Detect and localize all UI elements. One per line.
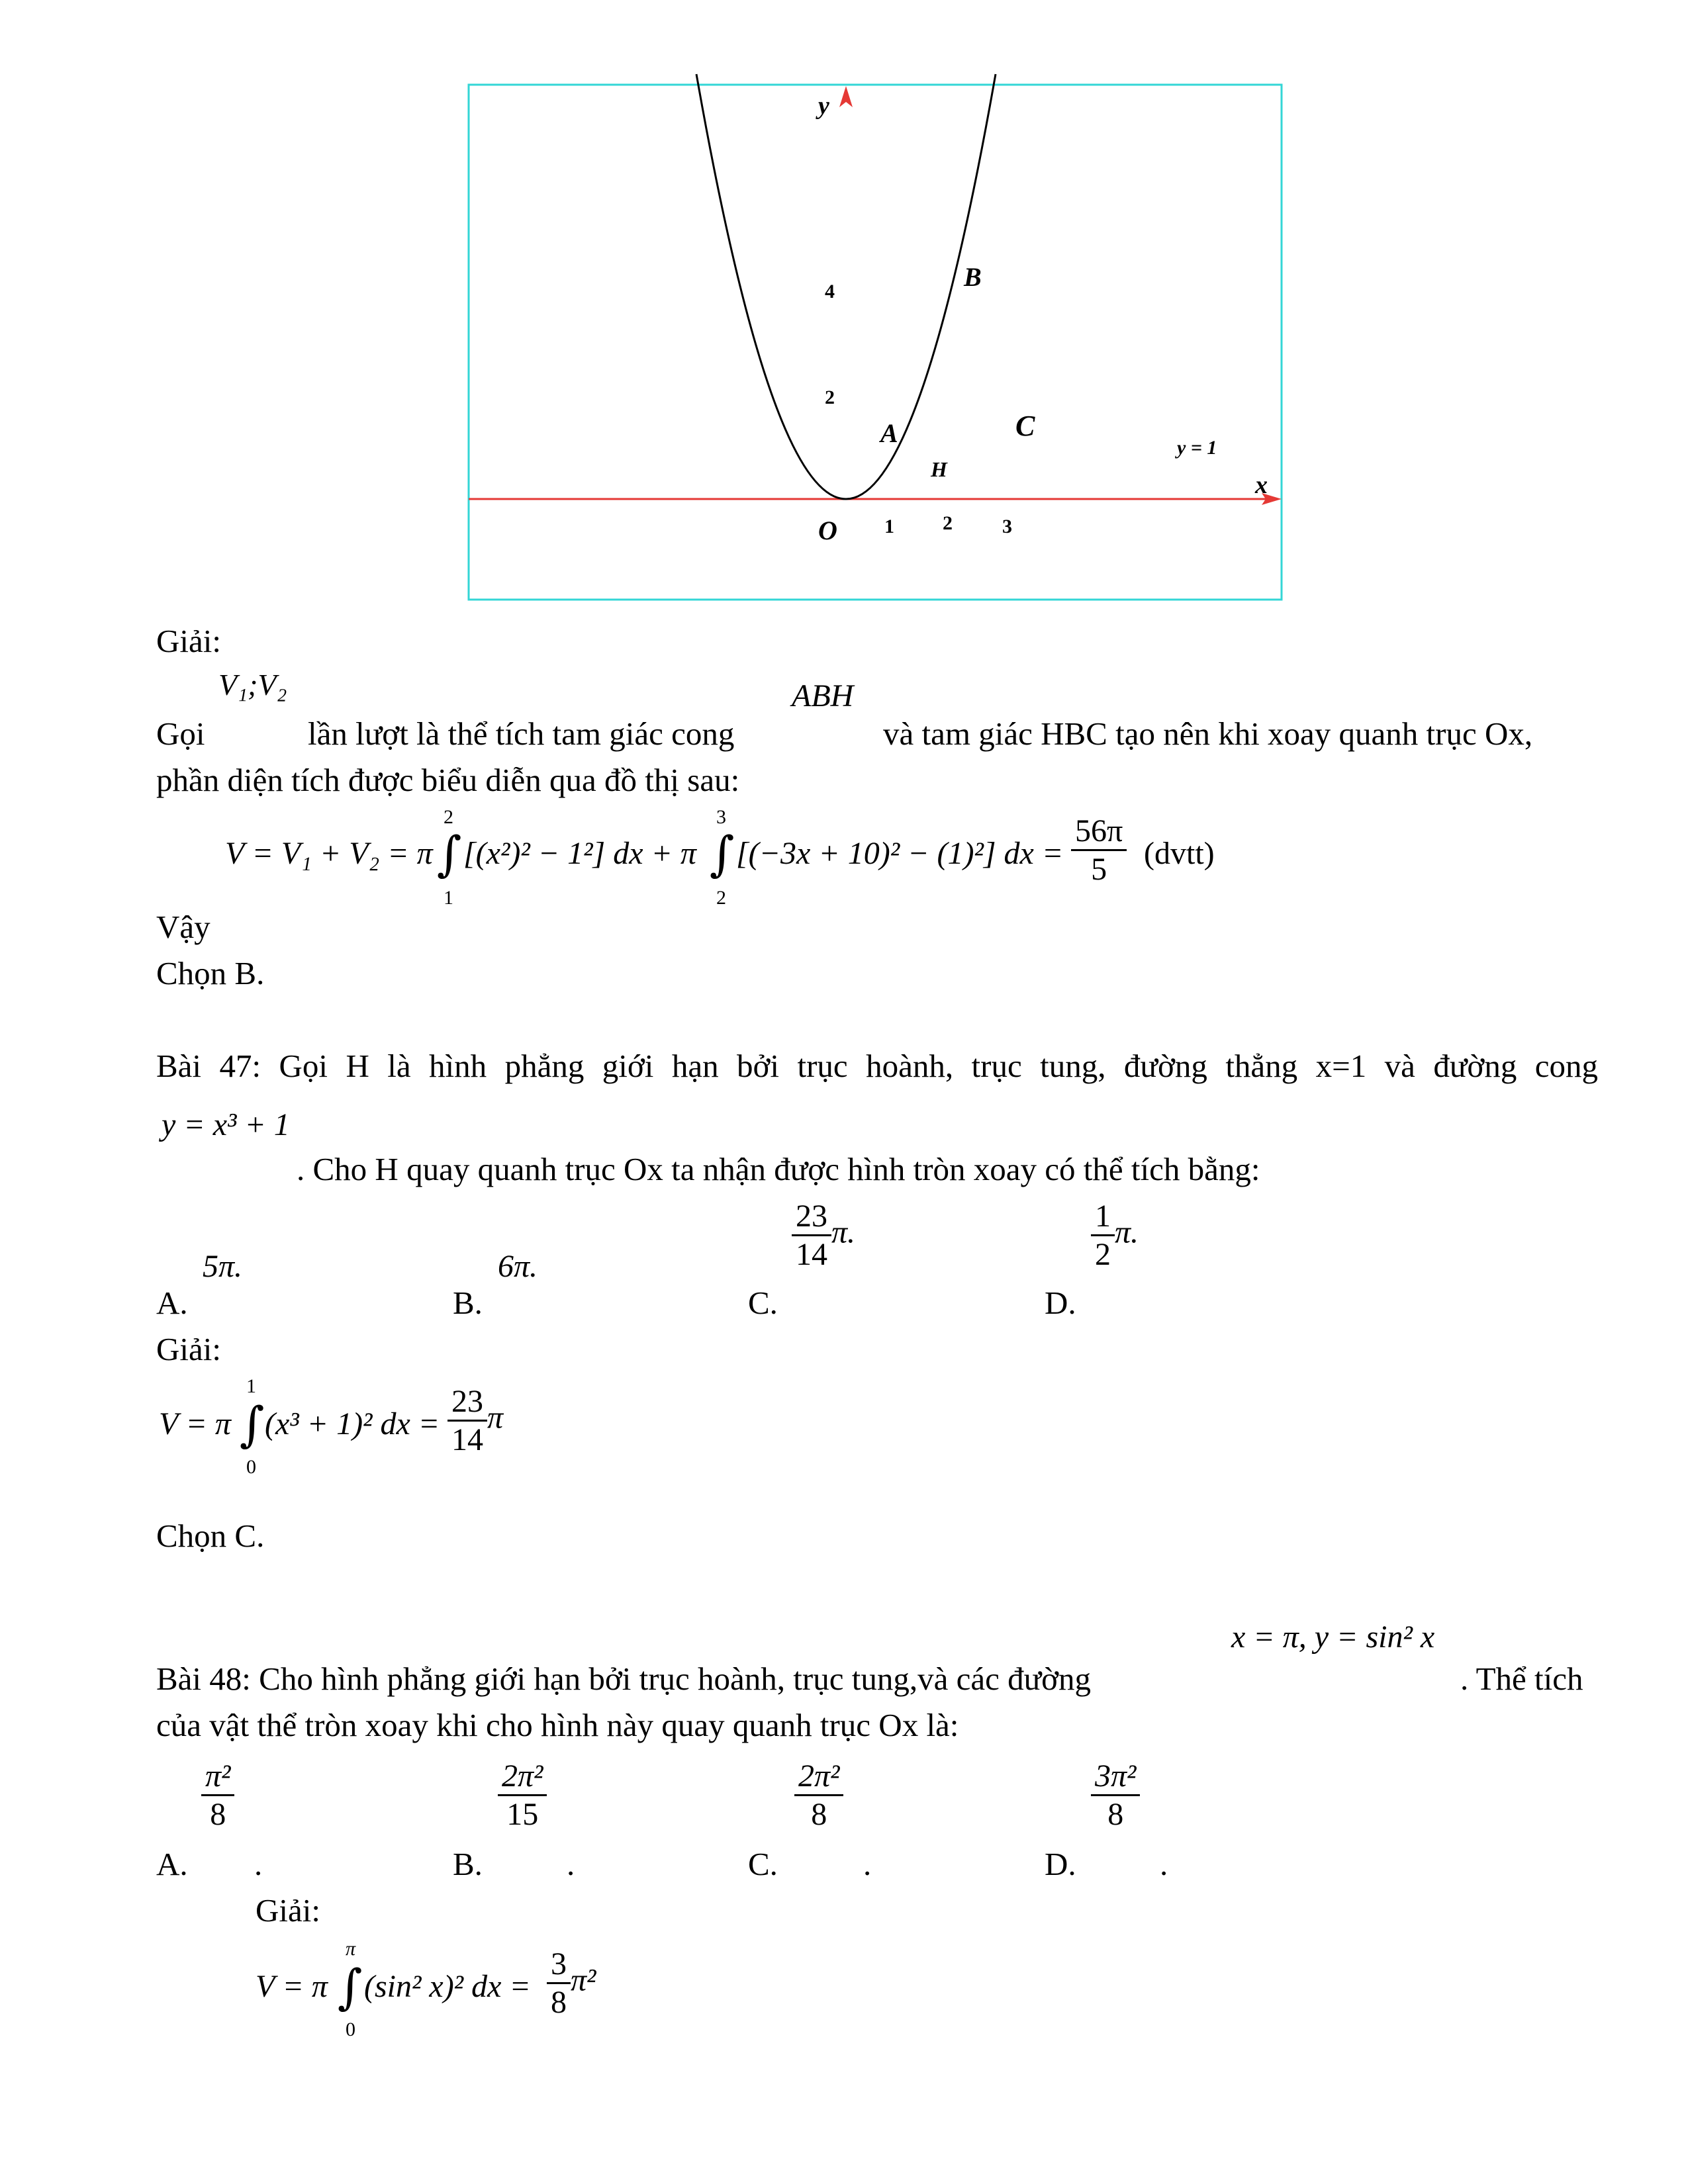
bai48-c-denominator: 8 bbox=[811, 1797, 827, 1832]
y-tick-4: 4 bbox=[825, 281, 835, 302]
bai47-option-a-value: 5π. bbox=[203, 1249, 243, 1284]
bai48-integral-lower: 0 bbox=[346, 2019, 355, 2040]
bai47-d-denominator: 2 bbox=[1095, 1237, 1111, 1272]
bai47-option-b-letter: B. bbox=[453, 1285, 483, 1321]
bai48-sol-body: (sin² x)² dx = bbox=[364, 1969, 531, 2004]
parabola-graph bbox=[0, 0, 1688, 615]
solution1-heading: Giải: bbox=[156, 623, 221, 659]
bai47-integral-sign: ∫ bbox=[240, 1396, 265, 1452]
choice-1: Chọn B. bbox=[156, 955, 265, 991]
bai47-sol-denominator: 14 bbox=[451, 1422, 483, 1457]
bai47-c-denominator: 14 bbox=[796, 1237, 827, 1272]
bai47-curve: y = x³ + 1 bbox=[162, 1107, 290, 1142]
x-axis-label: x bbox=[1255, 471, 1268, 499]
abh-label: ABH bbox=[792, 678, 854, 713]
bai47-integral-lower: 0 bbox=[246, 1456, 256, 1478]
integral-2-lower: 2 bbox=[716, 887, 726, 909]
bai48-b-denominator: 15 bbox=[506, 1797, 539, 1832]
bai48-option-a-letter: A. bbox=[156, 1846, 188, 1882]
bai47-option-d-letter: D. bbox=[1045, 1285, 1076, 1321]
bai48-sol-tail: π² bbox=[571, 1962, 596, 1998]
bai47-d-tail: π. bbox=[1115, 1214, 1139, 1250]
solution1-line1-a: Gọi bbox=[156, 715, 205, 752]
bai47-solution-heading: Giải: bbox=[156, 1331, 221, 1367]
line-label-y1: y = 1 bbox=[1177, 437, 1217, 459]
y-axis-arrow-icon bbox=[839, 86, 853, 107]
bai48-d-tail: . bbox=[1160, 1846, 1168, 1882]
bai47-option-c-letter: C. bbox=[748, 1285, 778, 1321]
bai47-sol-tail: π bbox=[487, 1400, 504, 1435]
bai48-integral-sign: ∫ bbox=[338, 1959, 363, 2015]
solution1-line2: phần diện tích được biểu diễn qua đồ thị sau: bbox=[156, 762, 740, 798]
bai47-option-d-value bbox=[1091, 1198, 1139, 1273]
x-tick-2: 2 bbox=[943, 512, 953, 534]
bai48-b-numerator: 2π² bbox=[498, 1758, 547, 1796]
graph-frame bbox=[469, 85, 1282, 600]
bai47-d-numerator: 1 bbox=[1091, 1198, 1115, 1236]
bai47-question-line2: . Cho H quay quanh trục Ox ta nhận được hình tròn xoay có thể tích bằng: bbox=[297, 1151, 1260, 1187]
bai47-sol-body: (x³ + 1)² dx = bbox=[265, 1406, 440, 1441]
bai48-option-b-letter: B. bbox=[453, 1846, 483, 1882]
bai48-question-line1-end: . Thể tích bbox=[1460, 1661, 1583, 1697]
bai47-option-c-value bbox=[792, 1198, 855, 1273]
bai47-sol-numerator: 23 bbox=[447, 1383, 487, 1422]
bai47-integral-upper: 1 bbox=[246, 1375, 256, 1397]
bai48-c-numerator: 2π² bbox=[794, 1758, 843, 1796]
bai48-d-numerator: 3π² bbox=[1091, 1758, 1140, 1796]
y-tick-2: 2 bbox=[825, 387, 835, 408]
point-label-a: A bbox=[880, 418, 898, 448]
formula-lhs: V = V₁ + V₂ = π bbox=[225, 836, 433, 871]
bai48-solution-heading: Giải: bbox=[256, 1892, 320, 1929]
bai48-sol-numerator: 3 bbox=[547, 1946, 571, 1984]
integral-2-body: [(−3x + 10)² − (1)²] dx = bbox=[736, 836, 1064, 871]
result-numerator: 56π bbox=[1071, 813, 1127, 851]
bai48-question-line1: Bài 48: Cho hình phẳng giới hạn bởi trục hoành, trục tung,và các đường bbox=[156, 1661, 1092, 1697]
bai48-option-c-value bbox=[794, 1758, 843, 1833]
point-label-c: C bbox=[1015, 410, 1035, 442]
integral-2-sign: ∫ bbox=[710, 826, 735, 882]
bai48-a-numerator: π² bbox=[201, 1758, 234, 1796]
choice-2: Chọn C. bbox=[156, 1518, 265, 1554]
bai48-question-line2: của vật thể tròn xoay khi cho hình này quay quanh trục Ox là: bbox=[156, 1707, 959, 1743]
result-denominator: 5 bbox=[1091, 852, 1107, 887]
solution1-line1-c: và tam giác HBC tạo nên khi xoay quanh trục Ox, bbox=[883, 715, 1533, 752]
y-axis-label: y bbox=[818, 92, 829, 120]
integral-1-lower: 1 bbox=[444, 887, 453, 909]
bai48-sol-denominator: 8 bbox=[551, 1985, 567, 2020]
bai47-option-a-letter: A. bbox=[156, 1285, 188, 1321]
point-label-b: B bbox=[964, 262, 982, 292]
bai48-sol-lhs: V = π bbox=[256, 1969, 328, 2004]
integral-2-upper: 3 bbox=[716, 806, 726, 828]
bai48-b-tail: . bbox=[567, 1846, 575, 1882]
conclusion: Vậy bbox=[156, 909, 211, 945]
integral-1-sign: ∫ bbox=[437, 826, 462, 882]
bai47-sol-fraction bbox=[447, 1383, 503, 1458]
bai48-d-denominator: 8 bbox=[1107, 1797, 1124, 1832]
result-unit: (dvtt) bbox=[1144, 836, 1215, 871]
bai48-option-d-value bbox=[1091, 1758, 1140, 1833]
origin-label: O bbox=[818, 516, 837, 545]
bai47-question-line1: Bài 47: Gọi H là hình phẳng giới hạn bởi trục hoành, trục tung, đường thẳng x=1 và đường cong bbox=[156, 1048, 1598, 1084]
bai48-option-a-value bbox=[201, 1758, 234, 1833]
bai48-option-d-letter: D. bbox=[1045, 1846, 1076, 1882]
parabola-curve bbox=[696, 74, 996, 499]
x-tick-1: 1 bbox=[884, 516, 894, 537]
bai47-c-numerator: 23 bbox=[792, 1198, 831, 1236]
point-label-h: H bbox=[931, 457, 947, 481]
bai47-option-b-value: 6π. bbox=[498, 1249, 538, 1284]
bai47-c-tail: π. bbox=[831, 1214, 856, 1250]
bai48-integral-upper: π bbox=[346, 1938, 356, 1960]
bai48-a-denominator: 8 bbox=[210, 1797, 226, 1832]
bai48-c-tail: . bbox=[863, 1846, 872, 1882]
integral-1-body: [(x²)² − 1²] dx + π bbox=[463, 836, 696, 871]
bai48-condition: x = π, y = sin² x bbox=[1231, 1619, 1435, 1655]
bai48-option-c-letter: C. bbox=[748, 1846, 778, 1882]
x-tick-3: 3 bbox=[1002, 516, 1012, 537]
bai47-sol-lhs: V = π bbox=[159, 1406, 231, 1441]
bai48-sol-fraction bbox=[547, 1946, 596, 2021]
result-fraction bbox=[1071, 813, 1127, 887]
bai48-a-tail: . bbox=[254, 1846, 263, 1882]
solution1-line1-b: lần lượt là thể tích tam giác cong bbox=[308, 715, 735, 752]
v-symbols: V₁;V₂ bbox=[218, 668, 287, 702]
bai48-option-b-value bbox=[498, 1758, 547, 1833]
integral-1-upper: 2 bbox=[444, 806, 453, 828]
